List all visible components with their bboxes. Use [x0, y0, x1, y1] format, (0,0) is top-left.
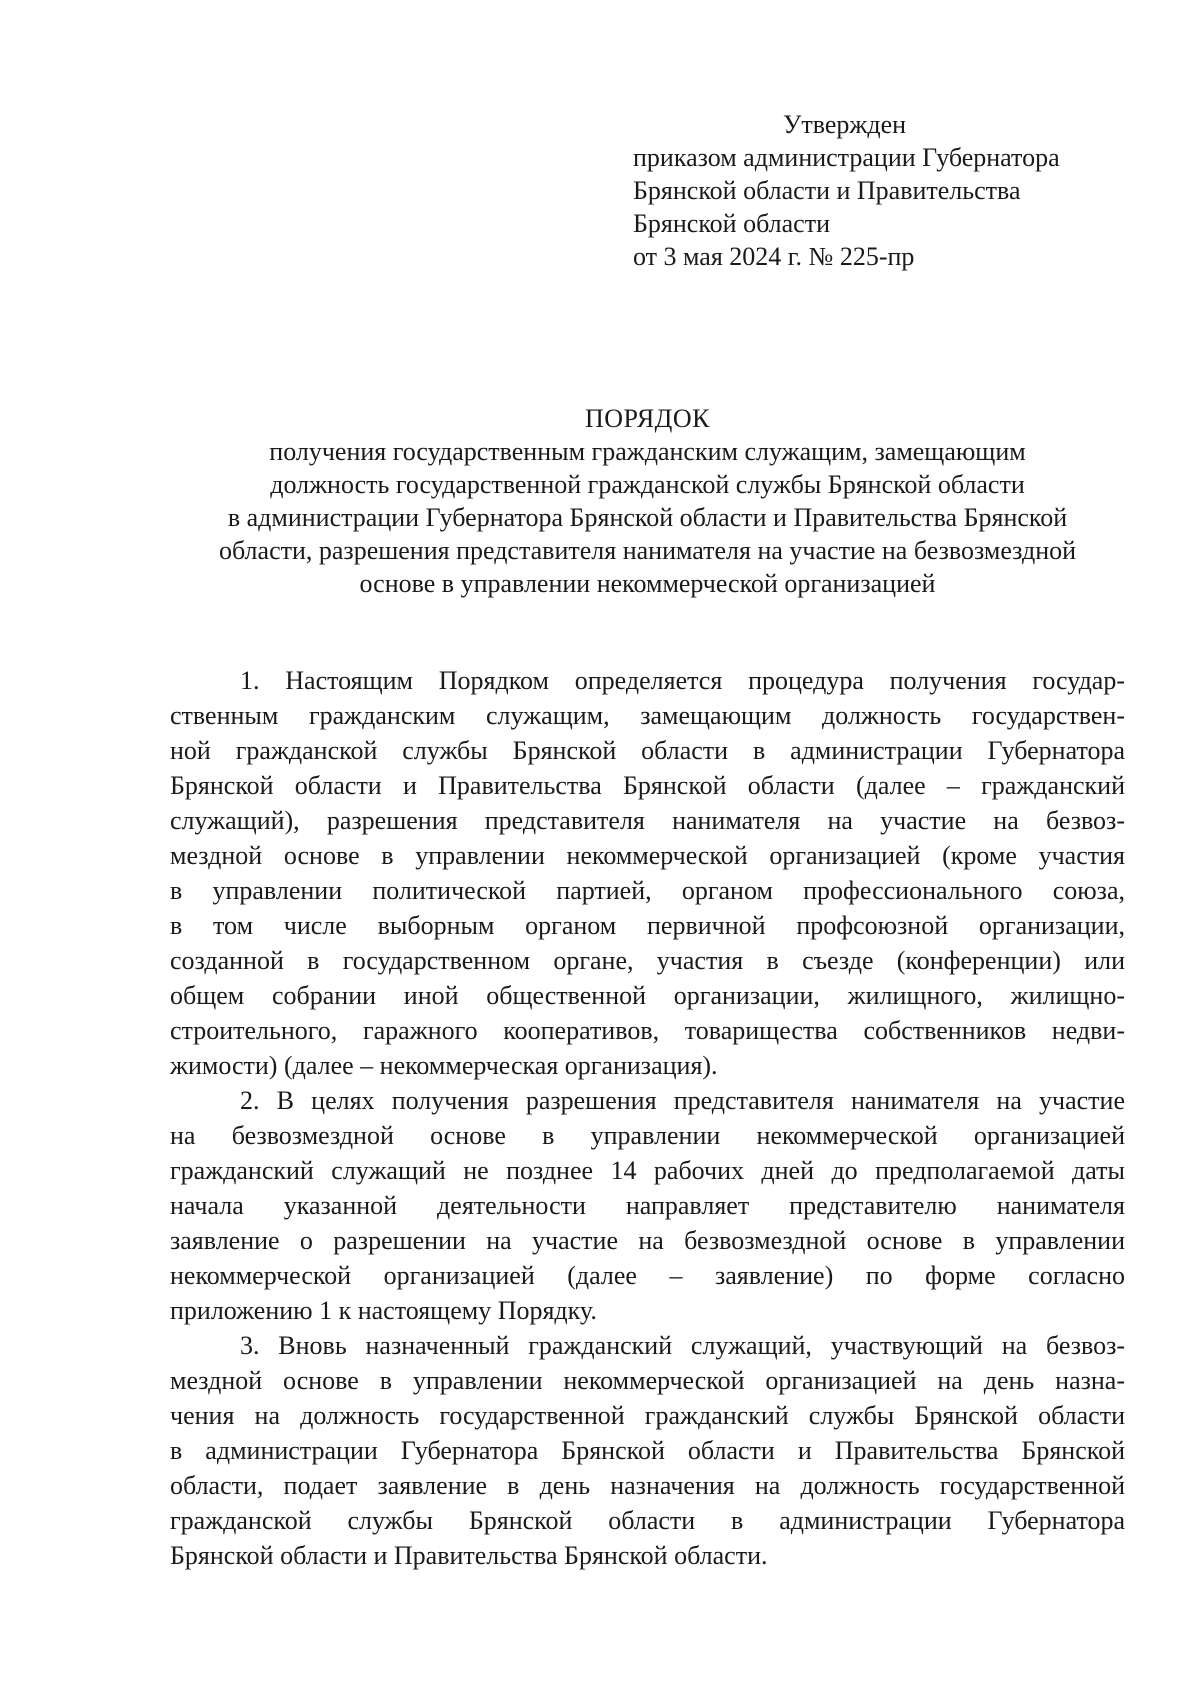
text-line: созданной в государственном органе, участия в съезде (конференции) или — [170, 946, 1125, 975]
text-line: Брянской области и Правительства Брянской области (далее – гражданский — [170, 771, 1125, 800]
paragraph-2 — [170, 1083, 1125, 1328]
approval-line: Брянской области — [633, 209, 830, 238]
text-line: ной гражданской службы Брянской области в администрации Губернатора — [170, 736, 1125, 765]
text-line: приложению 1 к настоящему Порядку. — [170, 1296, 597, 1325]
approval-line: Брянской области и Правительства — [633, 176, 1021, 205]
text-line: области, подает заявление в день назначения на должность государственной — [170, 1471, 1125, 1500]
approval-line: Утвержден — [783, 110, 907, 139]
document-body — [170, 663, 1125, 1573]
text-line: некоммерческой организацией (далее – заявление) по форме согласно — [170, 1261, 1125, 1290]
text-line: гражданский служащий не позднее 14 рабочих дней до предполагаемой даты — [170, 1156, 1125, 1185]
text-line: начала указанной деятельности направляет представителю нанимателя — [170, 1191, 1125, 1220]
text-line: мездной основе в управлении некоммерческой организацией (кроме участия — [170, 841, 1125, 870]
text-line: на безвозмездной основе в управлении некоммерческой организацией — [170, 1121, 1125, 1150]
text-line: в управлении политической партией, органом профессионального союза, — [170, 876, 1125, 905]
text-line: мездной основе в управлении некоммерческой организацией на день назна- — [170, 1366, 1125, 1395]
text-line: 3. Вновь назначенный гражданский служащий, участвующий на безвоз- — [240, 1331, 1125, 1360]
text-line: заявление о разрешении на участие на безвозмездной основе в управлении — [170, 1226, 1125, 1255]
subtitle-line: области, разрешения представителя нанимателя на участие на безвозмездной — [218, 536, 1077, 565]
approval-date-line: от 3 мая 2024 г. № 225-пр — [633, 242, 915, 271]
subtitle-line: в администрации Губернатора Брянской области и Правительства Брянской — [227, 503, 1068, 532]
text-line: строительного, гаражного кооперативов, товарищества собственников недви- — [170, 1016, 1125, 1045]
text-line: 2. В целях получения разрешения представителя нанимателя на участие — [240, 1086, 1125, 1115]
approval-line: приказом администрации Губернатора — [633, 143, 1060, 172]
text-line: в администрации Губернатора Брянской области и Правительства Брянской — [170, 1436, 1125, 1465]
subtitle-line: получения государственным гражданским служащим, замещающим — [269, 437, 1026, 466]
document-title: ПОРЯДОК — [584, 404, 711, 433]
text-line: 1. Настоящим Порядком определяется процедура получения государ- — [240, 666, 1125, 695]
document-title-block — [170, 402, 1125, 600]
text-line: жимости) (далее – некоммерческая организация). — [170, 1051, 718, 1080]
text-line: общем собрании иной общественной организации, жилищного, жилищно- — [170, 981, 1125, 1010]
text-line: Брянской области и Правительства Брянской области. — [170, 1541, 768, 1570]
text-line: чения на должность государственной гражданский службы Брянской области — [170, 1401, 1125, 1430]
paragraph-1 — [170, 663, 1125, 1083]
paragraph-3 — [170, 1328, 1125, 1573]
text-line: гражданской службы Брянской области в администрации Губернатора — [170, 1506, 1125, 1535]
approval-stamp — [633, 108, 1153, 273]
text-line: служащий), разрешения представителя нанимателя на участие на безвоз- — [170, 806, 1125, 835]
text-line: ственным гражданским служащим, замещающим должность государствен- — [170, 701, 1125, 730]
subtitle-line: должность государственной гражданской службы Брянской области — [270, 470, 1025, 499]
text-line: в том числе выборным органом первичной профсоюзной организации, — [170, 911, 1125, 940]
subtitle-line: основе в управлении некоммерческой организацией — [359, 569, 936, 598]
